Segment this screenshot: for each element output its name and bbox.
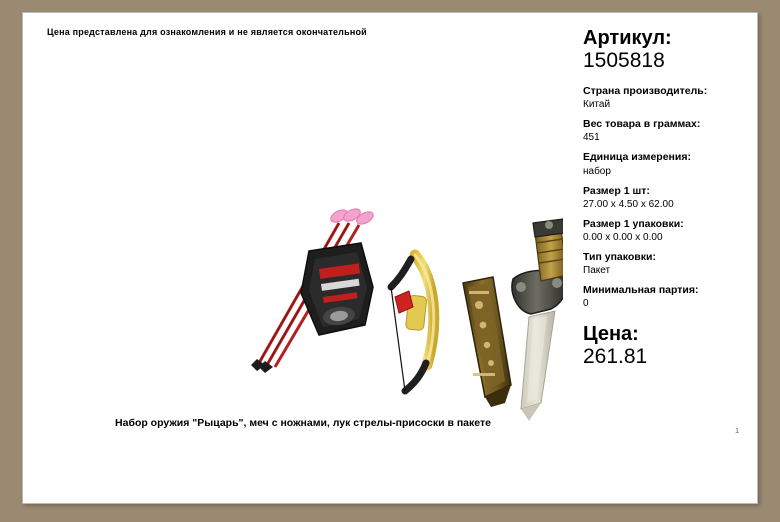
sword xyxy=(512,219,563,421)
page-mark: 1 xyxy=(735,428,739,435)
field-unit-label: Единица измерения: xyxy=(583,151,691,164)
field-item-size-label: Размер 1 шт: xyxy=(583,184,650,197)
product-image xyxy=(43,73,563,453)
field-item-size xyxy=(583,185,743,211)
field-pack-type-value: Пакет xyxy=(583,264,611,276)
price-label: Цена: xyxy=(583,323,639,346)
document-page xyxy=(22,12,758,504)
field-country-value: Китай xyxy=(583,99,611,111)
product-caption: Набор оружия "Рыцарь", меч с ножнами, лук стрелы-присоски в пакете xyxy=(115,417,491,429)
article-label: Артикул: xyxy=(583,27,672,49)
field-weight-label: Вес товара в граммах: xyxy=(583,118,701,131)
bow xyxy=(391,255,434,391)
field-min-batch-value: 0 xyxy=(583,298,589,310)
field-pack-size-value: 0.00 x 0.00 x 0.00 xyxy=(583,231,663,243)
field-weight-value: 451 xyxy=(583,132,600,144)
field-weight xyxy=(583,118,743,144)
price-block xyxy=(583,323,743,369)
field-pack-size-label: Размер 1 упаковки: xyxy=(583,217,684,230)
price-disclaimer: Цена представлена для ознакомления и не является окончательной xyxy=(47,27,367,37)
field-country-label: Страна производитель: xyxy=(583,85,708,98)
field-country xyxy=(583,85,743,111)
field-unit-value: набор xyxy=(583,165,611,177)
article-value: 1505818 xyxy=(583,49,665,72)
product-info-panel xyxy=(583,27,743,369)
scabbard xyxy=(463,277,511,407)
field-pack-size xyxy=(583,218,743,244)
field-pack-type xyxy=(583,251,743,277)
product-illustration xyxy=(43,73,563,453)
field-min-batch xyxy=(583,284,743,310)
field-item-size-value: 27.00 x 4.50 x 62.00 xyxy=(583,198,674,210)
field-pack-type-label: Тип упаковки: xyxy=(583,250,656,263)
price-value: 261.81 xyxy=(583,345,648,369)
quiver-holder xyxy=(301,243,373,335)
field-min-batch-label: Минимальная партия: xyxy=(583,283,699,296)
field-unit xyxy=(583,151,743,177)
